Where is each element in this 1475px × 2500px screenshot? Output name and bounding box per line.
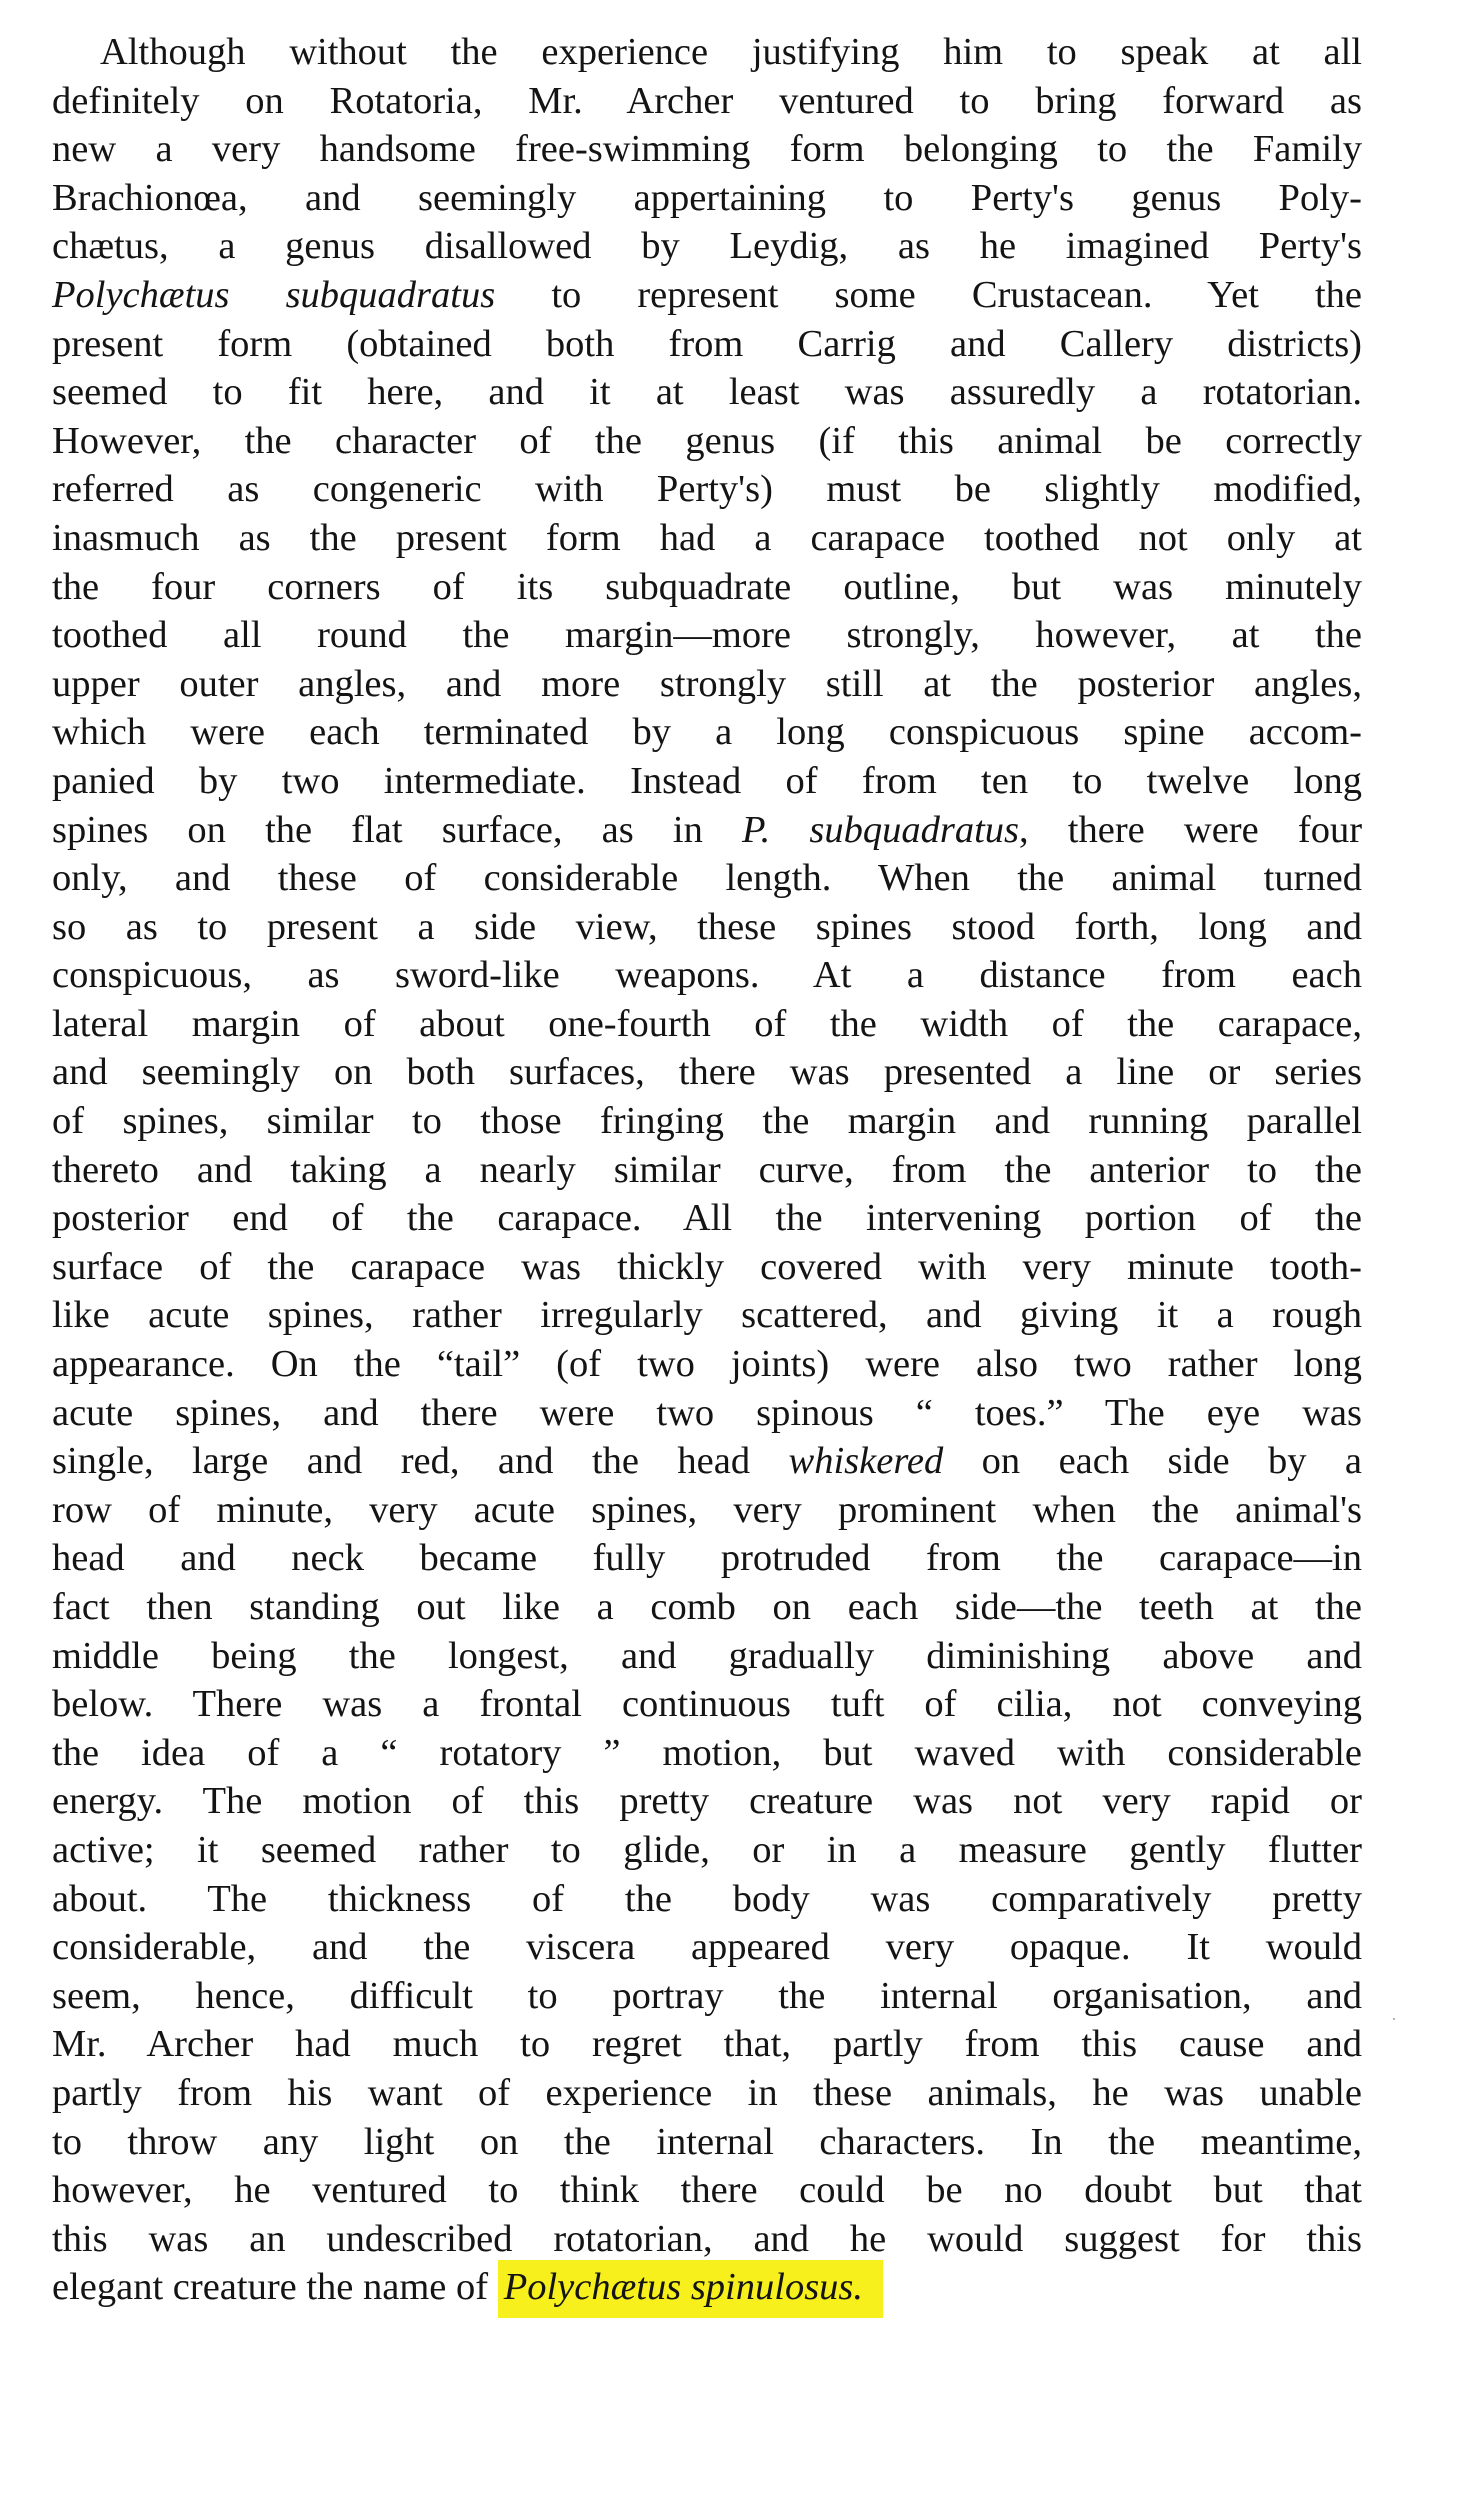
body-paragraph (52, 28, 1362, 2312)
paper-speck (1393, 2018, 1395, 2020)
text-line: inasmuch as the present form had a carapace toothed not only at (52, 516, 1362, 559)
text-line: so as to present a side view, these spines stood forth, long and (52, 905, 1362, 948)
text-line: below. There was a frontal continuous tuft of cilia, not conveying (52, 1683, 1362, 1726)
text-line: lateral margin of about one-fourth of the width of the carapace, (52, 1002, 1362, 1045)
text-line: panied by two intermediate. Instead of from ten to twelve long (52, 759, 1362, 802)
text-line: about. The thickness of the body was comparatively pretty (52, 1877, 1362, 1920)
text-line: row of minute, very acute spines, very prominent when the animal's (52, 1488, 1362, 1531)
text-line: Although without the experience justifying him to speak at all (100, 31, 1362, 73)
text-line: single, large and red, and the head whiskered on each side by a (52, 1440, 1362, 1483)
text-line: thereto and taking a nearly similar curve, from the anterior to the (52, 1148, 1362, 1191)
text-line: middle being the longest, and gradually diminishing above and (52, 1634, 1362, 1677)
text-line: upper outer angles, and more strongly still at the posterior angles, (52, 662, 1362, 705)
text-line: definitely on Rotatoria, Mr. Archer ventured to bring forward as (52, 79, 1362, 122)
text-line: seem, hence, difficult to portray the internal organisation, and (52, 1974, 1362, 2017)
text-line: acute spines, and there were two spinous “ toes.” The eye was (52, 1391, 1362, 1434)
text-line: of spines, similar to those fringing the margin and running parallel (52, 1100, 1362, 1143)
text-line: chætus, a genus disallowed by Leydig, as he imagined Perty's (52, 225, 1362, 268)
text-line: considerable, and the viscera appeared very opaque. It would (52, 1926, 1362, 1969)
text-line: Polychætus subquadratus to represent some Crustacean. Yet the (52, 273, 1362, 316)
text-line: active; it seemed rather to glide, or in a measure gently flutter (52, 1828, 1362, 1871)
text-line: toothed all round the margin—more strongly, however, at the (52, 614, 1362, 657)
text-line: Mr. Archer had much to regret that, partly from this cause and (52, 2023, 1362, 2066)
text-line: fact then standing out like a comb on each side—the teeth at the (52, 1586, 1362, 1628)
text-line: referred as congeneric with Perty's) must be slightly modified, (52, 468, 1362, 511)
text-line: like acute spines, rather irregularly scattered, and giving it a rough (52, 1294, 1362, 1337)
text-line: to throw any light on the internal characters. In the meantime, (52, 2120, 1362, 2163)
text-line: and seemingly on both surfaces, there was presented a line or series (52, 1051, 1362, 1094)
text-line: Brachionœa, and seemingly appertaining to Perty's genus Poly- (52, 176, 1362, 219)
text-line: only, and these of considerable length. When the animal turned (52, 857, 1362, 900)
text-line: spines on the flat surface, as in P. subquadratus, there were four (52, 808, 1363, 851)
text-line: posterior end of the carapace. All the intervening portion of the (52, 1197, 1362, 1240)
highlighted-species-name: Polychætus spinulosus. (498, 2260, 883, 2318)
text-line: appearance. On the “tail” (of two joints) were also two rather long (52, 1343, 1362, 1386)
text-line: head and neck became fully protruded from the carapace—in (52, 1537, 1362, 1580)
species-name-italic: P. subquadratus (742, 808, 1020, 851)
emphasis-italic: whiskered (788, 1440, 944, 1483)
text-line: however, he ventured to think there could be no doubt but that (52, 2169, 1362, 2212)
text-line: However, the character of the genus (if this animal be correctly (52, 419, 1362, 462)
text-line: new a very handsome free-swimming form belonging to the Family (52, 128, 1362, 171)
text-line: the four corners of its subquadrate outline, but was minutely (52, 565, 1362, 608)
text-line: surface of the carapace was thickly covered with very minute tooth- (52, 1245, 1362, 1288)
text-line: present form (obtained both from Carrig and Callery districts) (52, 322, 1362, 365)
species-name-italic: Polychætus subquadratus (52, 273, 496, 316)
text-line: conspicuous, as sword-like weapons. At a distance from each (52, 954, 1362, 997)
text-line: which were each terminated by a long conspicuous spine accom- (52, 711, 1362, 754)
text-line: partly from his want of experience in these animals, he was unable (52, 2071, 1362, 2114)
text-line: seemed to fit here, and it at least was assuredly a rotatorian. (52, 371, 1362, 414)
text-line: energy. The motion of this pretty creature was not very rapid or (52, 1780, 1362, 1823)
text-line: elegant creature the name of Polychætus spinulosus. (52, 2263, 1362, 2312)
text-line: the idea of a “ rotatory ” motion, but waved with considerable (52, 1731, 1362, 1774)
text-line: this was an undescribed rotatorian, and he would suggest for this (52, 2217, 1362, 2260)
